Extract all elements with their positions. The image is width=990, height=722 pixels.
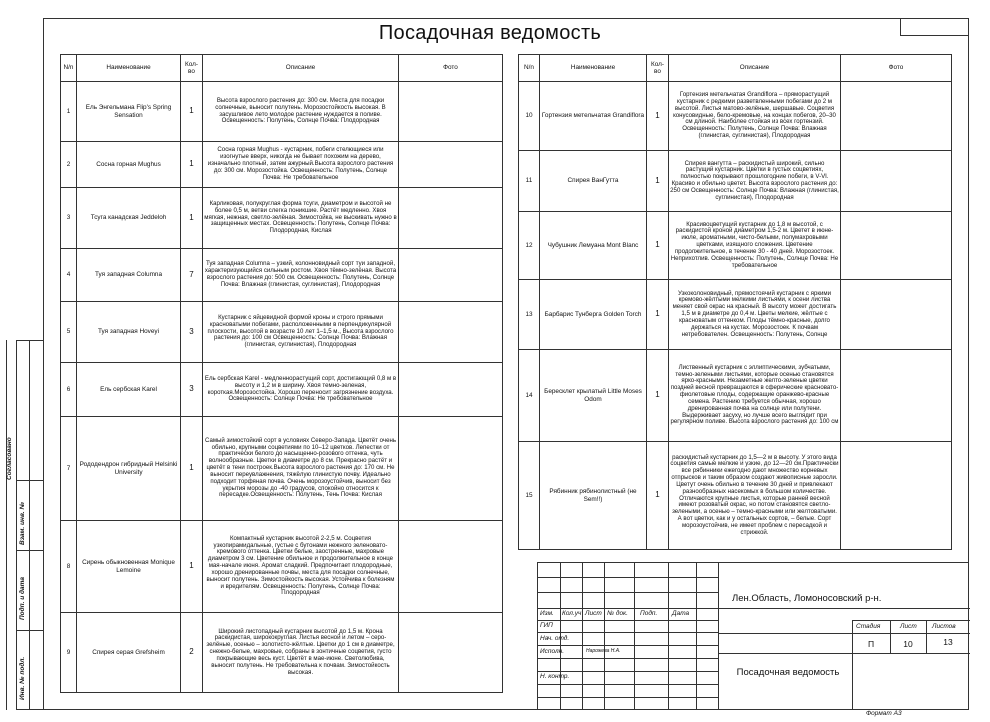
plant-desc: Туя западная Columna – узкий, колонновидный сорт туи западной, характеризующийся сильным ростом. Хвоя тёмно-зелёная. Высота взрослого растения до: 500 см. Освещенность: Полутень, Солнце Почва: Влажная (глинистая, суглинистая), Плодородная [203, 249, 399, 302]
col-qty-header: Кол-во [647, 55, 669, 82]
plant-qty: 1 [647, 280, 669, 350]
row-num: 3 [61, 188, 77, 249]
plant-desc: Широкий листопадный кустарник высотой до 1,5 м. Крона раскидистая, ширококруглая. Листья весной и летом – серо-зелёные, осенью – золотисто-жёлтые. Цветки до 1 см в диаметре, снежно-белые, махровые, собраны в зонтичные соцветия, густо покрывающие весь куст. Цветёт в мае-июне. Светолюбива, выносит полутень. Не требовательна к почвам. Зимостойкость высокая. [203, 613, 399, 693]
tb-role-control: Н. контр. [540, 673, 570, 680]
tb-sheet-value: 10 [903, 639, 913, 649]
plant-name: Туя западная Columna [77, 249, 181, 302]
tb-sheets-value: 13 [943, 637, 953, 647]
tb-col-izm: Изм. [540, 610, 554, 617]
plant-desc: Компактный кустарник высотой 2-2,5 м. Соцветия узкопирамидальные, густые с бутонами нежного зеленовато-кремового оттенка. Цветки белые, заостренные, махровые диаметром 3 см. Цветение обильное и продолжительное в конце мая-начале июня. Аромат сладкий. Предпочитает плодородные, хорошо дренированные почвы, места для посадки солнечные, выносит полутень. Зимостойкость высокая. Устойчива к болезням и вредителям. Освещенность: Полутень, Солнце Почва: Плодородная [203, 521, 399, 613]
tb-sheet-label: Лист [900, 623, 917, 630]
plant-name: Рододендрон гибридный Helsinki University [77, 417, 181, 521]
tb-sheets-label: Листов [932, 623, 956, 630]
plant-name: Ель сербская Karel [77, 363, 181, 417]
tb-stage-label: Стадия [856, 623, 881, 630]
stamp-label-approved: Согласовано [6, 437, 13, 480]
plant-desc: Ель сербская Karel - медленнорастущий сорт, достигающий 0,8 м в высоту и 1,2 м в ширину. Хвоя темно-зеленая, короткая.Морозостойка. Хорошо переносит загрязнение воздуха. Освещенность: Солнце Почва: Не требовательное [203, 363, 399, 417]
plant-name: Сосна горная Mughus [77, 142, 181, 188]
col-desc-header: Описание [669, 55, 841, 82]
stamp-line [16, 550, 43, 551]
table-row [61, 363, 503, 417]
plant-qty: 1 [647, 350, 669, 442]
tb-line [538, 632, 718, 633]
stamp-line [16, 709, 43, 710]
plant-desc: раскидистый кустарник до 1,5—2 м в высоту. У этого вида соцветия самые мелкие и узкие, до 12—20 см.Практически все рябинники ежегодно дают множество корневых отпрысков и таким образом создают живописные заросли. Цветут очень обильно в течение 30 дней и привлекают разнообразных насекомых в большом количестве. Отличаются крупные листья, которые ранней весной имеют розоватый окрас, но потом становятся светло-зелеными, а осенью – темно-красными или желтоватыми. А вот цветки, как и у остальных сортов, – белые. Сорт морозоустойчив, не имеет проблем с пересадкой и стрижкой. [669, 442, 841, 550]
tb-role-executor: Исполн. [540, 648, 564, 655]
col-name-header: Наименование [77, 55, 181, 82]
plant-desc: Самый зимостойкий сорт в условиях Северо-Запада. Цветёт очень обильно, крупными соцветиями по 10–12 цветков. Лепестки от практически белого до насыщенно-розового оттенка, чуть волнообразные. Цветки в диаметре до 8 см. Прекрасно растёт и цветёт в тени построек.Высота взрослого растения до: 170 см. Не выносит переувлажнения, тяжёлую глинистую почву. Идеально подходит торфяная почва. Очень морозоустойчив, выносит без укрытия морозы до -40 градусов, спокойно относится к пересадке.Освещенность: Полутень, Тень Почва: Кислая [203, 417, 399, 521]
tb-location: Лен.Область, Ломоносовский р-н. [732, 593, 882, 604]
plant-table-left [60, 54, 503, 693]
photo-cell [841, 442, 952, 550]
table-header-row [519, 55, 952, 82]
photo-cell [399, 613, 503, 693]
format-label: Формат А3 [866, 710, 902, 717]
plant-qty: 1 [647, 82, 669, 151]
photo-cell [399, 417, 503, 521]
plant-name: Рябинник рябинолистный (не Sem!!) [540, 442, 647, 550]
table-row [61, 302, 503, 363]
table-row [61, 613, 503, 693]
table-row [519, 442, 952, 550]
row-num: 15 [519, 442, 540, 550]
row-num: 14 [519, 350, 540, 442]
plant-name: Тсуга канадская Jeddeloh [77, 188, 181, 249]
photo-cell [841, 82, 952, 151]
tb-role-head: Нач. отд. [540, 635, 570, 642]
stamp-line [16, 340, 17, 710]
plant-qty: 1 [647, 151, 669, 212]
tb-line [852, 620, 853, 709]
tb-line [538, 577, 718, 578]
plant-name: Барбарис Тунберга Golden Torch [540, 280, 647, 350]
table-row [519, 82, 952, 151]
plant-qty: 3 [181, 363, 203, 417]
col-photo-header: Фото [399, 55, 503, 82]
plant-desc: Сосна горная Mughus - кустарник, побеги стелющиеся или изогнутые вверх, никогда не бывает похожим на дерево, изначально плотный, затем ажурный.Высота взрослого растения до: 300 см. Морозостойка. Освещенность: Полутень, Солнце Почва: Не требовательное [203, 142, 399, 188]
tb-line [604, 563, 605, 709]
tb-col-date: Дата [672, 610, 690, 617]
table-row [519, 280, 952, 350]
row-num: 5 [61, 302, 77, 363]
table-row [61, 417, 503, 521]
col-num-header: N/n [519, 55, 540, 82]
tb-line [718, 633, 970, 634]
photo-cell [399, 363, 503, 417]
table-row [61, 521, 503, 613]
tb-sheet-title: Посадочная ведомость [736, 667, 840, 678]
plant-desc: Высота взрослого растения до: 300 см. Места для посадки солнечные, выносит полутень. Морозостойкость высокая. В засушливое лето молодое растение нуждается в поливе. Освещенность: Полутень, Солнце Почва: Плодородная [203, 82, 399, 142]
table-row [61, 188, 503, 249]
stamp-line [29, 340, 30, 710]
tb-line [538, 608, 970, 609]
tb-line [634, 563, 635, 709]
table-row [519, 151, 952, 212]
plant-name: Бересклет крылатый Little Moses Odom [540, 350, 647, 442]
col-qty-header: Кол-во [181, 55, 203, 82]
plant-desc: Карликовая, полукруглая форма тсуги, диаметром и высотой не более 0,5 м, ветви слегка поникшие. Растёт медленно. Хвоя мягкая, нежная, светло-зелёная. Зимостойка, не выскивать нужно в защищенных местах. Освещенность: Полутень, Солнце Почва: Плодородная, Кислая [203, 188, 399, 249]
plant-name: Чубушник Лемуана Mont Blanc [540, 212, 647, 280]
tb-line [538, 684, 718, 685]
stamp-label-signature: Подп. и дата [19, 576, 26, 620]
photo-cell [841, 212, 952, 280]
tb-line [538, 592, 718, 593]
row-num: 2 [61, 142, 77, 188]
plant-desc: Узкоколоновидный, прямостоячий кустарник с яркими кремово-жёлтыми мелкими листьями, к осени листва меняет свой окрас на красный. В высоту может достигать 1,5 м в диаметре до 0,4 м. Цветы мелкие, жёлтые с красноватым оттенком. Плоды тёмно-красные, долго держаться на кустах. Морозостоек. К почвам нетребователен. Освещенность: Полутень, Солнце [669, 280, 841, 350]
plant-qty: 1 [181, 82, 203, 142]
plant-qty: 2 [181, 613, 203, 693]
col-name-header: Наименование [540, 55, 647, 82]
col-photo-header: Фото [841, 55, 952, 82]
plant-qty: 1 [181, 142, 203, 188]
plant-qty: 1 [181, 521, 203, 613]
photo-cell [841, 151, 952, 212]
photo-cell [399, 188, 503, 249]
plant-desc: Гортензия метельчатая Grandiflora – пряморастущий кустарник с редкими разветвленными побегами до 2 м высотой. Листья матово-зелёные, шершавые. Соцветия конусовидные, бело-кремовые, на концах побегов, 20–30 см длиной. Наиболее стойкая из всех гортензий. Освещенность: Полутень, Солнце Почва: Влажная (глинистая, суглинистая), Плодородная [669, 82, 841, 151]
stamp-line [16, 480, 43, 481]
row-num: 9 [61, 613, 77, 693]
tb-col-doc: № док. [607, 610, 628, 617]
plant-qty: 7 [181, 249, 203, 302]
row-num: 4 [61, 249, 77, 302]
corner-tab [900, 18, 969, 36]
tb-stage-value: П [867, 639, 875, 649]
plant-table-right [518, 54, 952, 550]
approval-stamp [6, 340, 43, 710]
row-num: 1 [61, 82, 77, 142]
plant-qty: 1 [181, 188, 203, 249]
plant-name: Гортензия метельчатая Grandiflora [540, 82, 647, 151]
plant-name: Спирея серая Grefsheim [77, 613, 181, 693]
tb-col-sign: Подп. [640, 610, 658, 617]
row-num: 6 [61, 363, 77, 417]
table-header-row [61, 55, 503, 82]
plant-name: Спирея ВанГутта [540, 151, 647, 212]
tb-line [538, 697, 718, 698]
stamp-label-inventory: Инв. № подл. [19, 656, 26, 700]
table-row [61, 142, 503, 188]
photo-cell [399, 521, 503, 613]
col-num-header: N/n [61, 55, 77, 82]
tb-line [696, 563, 697, 709]
tb-line [538, 658, 718, 659]
stamp-line [6, 340, 7, 710]
photo-cell [399, 302, 503, 363]
page-title: Посадочная ведомость [378, 22, 602, 44]
plant-desc: Красивоцветущий кустарник до 1,8 м высотой, с раскидистой кроной диаметром 1,5-2 м. Цветет в июне-июле, ароматными, чисто-белыми, полумахровыми цветками, изящного сложения. Цветение продолжительное, в течение 30 - 40 дней. Морозостоек. Неприхотлив. Освещенность: Полутень, Солнце Почва: Не требовательное [669, 212, 841, 280]
col-desc-header: Описание [203, 55, 399, 82]
plant-desc: Спирея вангутта – раскидистый широкий, сильно растущий кустарник. Цветки в густых соцветиях, полностью покрывают прошлогодние побеги, в V-VI. Красиво и обильно цветет. Высота взрослого растения до: 250 см Освещенность: Солнце Почва: Влажная (глинистая, суглинистая), Плодородная [669, 151, 841, 212]
tb-line [538, 645, 718, 646]
row-num: 10 [519, 82, 540, 151]
photo-cell [841, 350, 952, 442]
tb-col-list: Лист [585, 610, 602, 617]
tb-line [852, 620, 970, 621]
row-num: 8 [61, 521, 77, 613]
row-num: 13 [519, 280, 540, 350]
plant-qty: 1 [647, 442, 669, 550]
tb-line [582, 563, 583, 709]
row-num: 11 [519, 151, 540, 212]
tb-col-koluch: Кол.уч [562, 610, 582, 617]
photo-cell [399, 249, 503, 302]
plant-desc: Лиственный кустарник с эллиптическими, зубчатыми, темно-зелеными листьями, которые осенью становятся ярко-красными. Незаметные желто-зеленые цветки поздней весной превращаются в сферические красновато-фиолетовые плоды, содержащие оранжево-красные семена. Растению требуется обычная, хорошо дренированная почва на солнце или полутени. Выдерживает засуху, но лучше всего выглядит при регулярном поливе. Высота взрослого растения до: 100 см [669, 350, 841, 442]
plant-name: Сирень обыкновенная Monique Lemoine [77, 521, 181, 613]
plant-qty: 1 [181, 417, 203, 521]
plant-desc: Кустарник с яйцевидной формой кроны и строго прямыми красноватыми побегами, расположенными в перпендикулярной плоскости, высотой в возрасте 10 лет 1–1,5 м., Высота взрослого растения до: 100 см Освещенность: Солнце Почва: Влажная (глинистая, суглинистая), Плодородная [203, 302, 399, 363]
row-num: 7 [61, 417, 77, 521]
plant-name: Ель Энгельмана Flip's Spring Sensation [77, 82, 181, 142]
table-row [61, 249, 503, 302]
tb-executor-name: Нарожева Н.А. [586, 648, 621, 654]
table-row [61, 82, 503, 142]
tb-line [852, 653, 970, 654]
plant-qty: 1 [647, 212, 669, 280]
tb-line [718, 563, 719, 709]
stamp-line [16, 340, 43, 341]
photo-cell [399, 82, 503, 142]
tb-line [718, 653, 852, 654]
table-row [519, 212, 952, 280]
plant-name: Туя западная Hoveyi [77, 302, 181, 363]
tb-line [668, 563, 669, 709]
stamp-label-replacement: Взам. инв. № [19, 502, 26, 545]
photo-cell [399, 142, 503, 188]
title-block [537, 562, 969, 710]
stamp-line [16, 630, 43, 631]
tb-line [538, 620, 718, 621]
plant-qty: 3 [181, 302, 203, 363]
tb-line [538, 671, 718, 672]
row-num: 12 [519, 212, 540, 280]
tb-role-gip: ГИП [540, 622, 553, 629]
table-row [519, 350, 952, 442]
photo-cell [841, 280, 952, 350]
